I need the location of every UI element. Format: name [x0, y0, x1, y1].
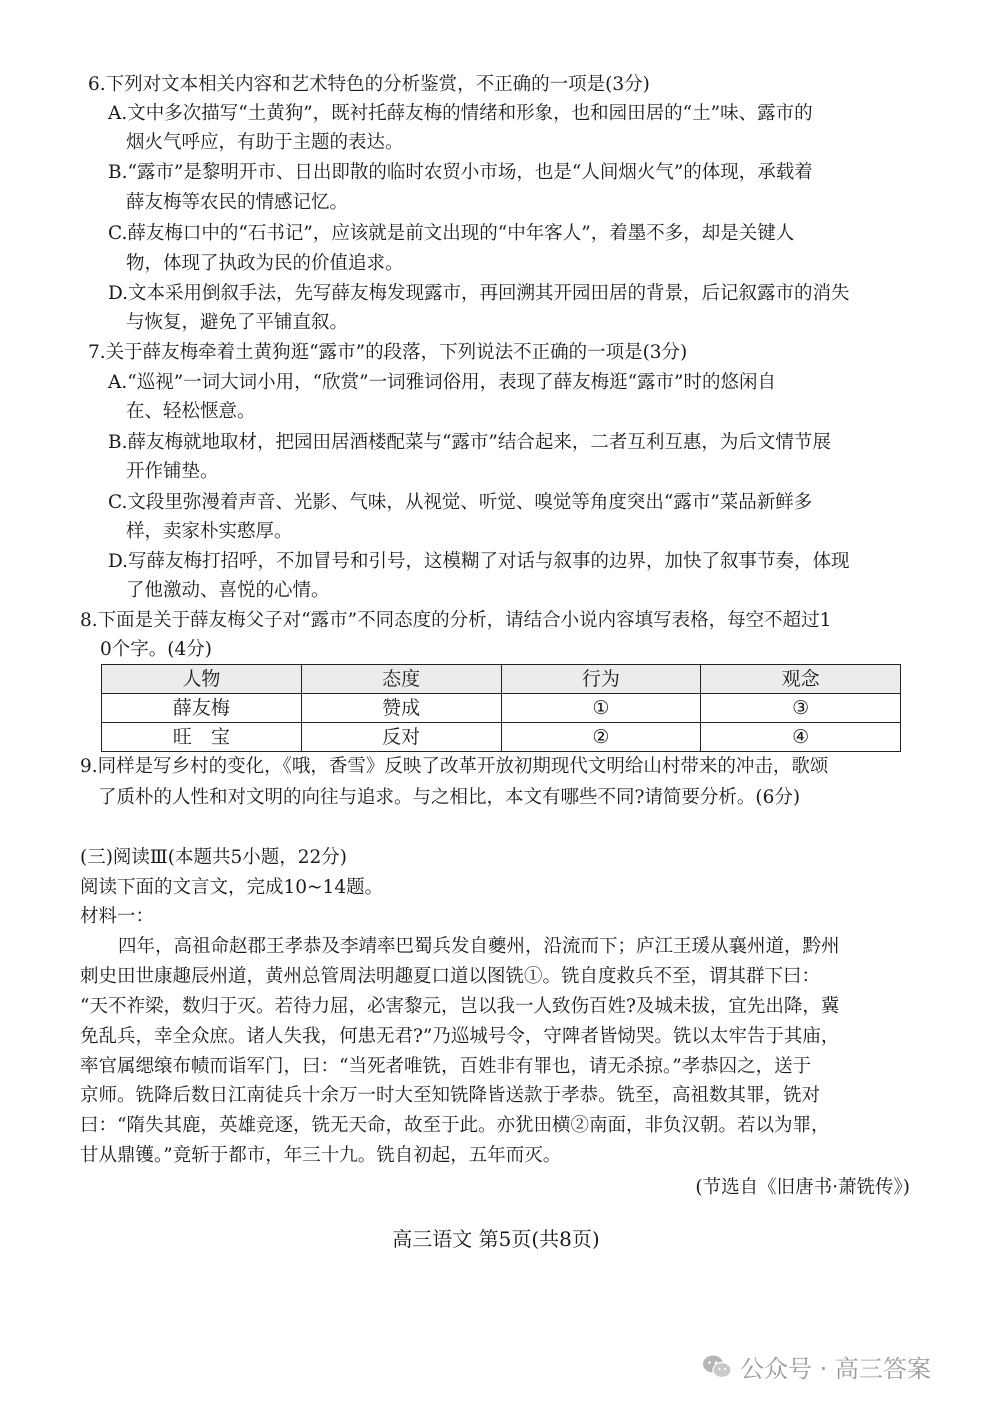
answer-blank: ④: [701, 723, 901, 752]
q7-option-a: A.“巡视”一词大词小用，“欣赏”一词雅词俗用，表现了薛友梅逛“露市”时的悠闲自: [108, 372, 776, 393]
q6-option-b-cont: 薛友梅等农民的情感记忆。: [126, 192, 349, 213]
passage-line: 率官属缌缞布帻而诣军门，曰：“当死者唯铣，百姓非有罪也，请无杀掠。”孝恭囚之，送于: [80, 1056, 812, 1077]
q8-stem: 8.下面是关于薛友梅父子对“露市”不同态度的分析，请结合小说内容填写表格，每空不超过1: [80, 610, 832, 631]
q7-option-c-cont: 样，卖家朴实憨厚。: [126, 521, 293, 542]
section-title: (三)阅读Ⅲ(本题共5小题，22分): [80, 847, 348, 868]
q7-option-b-cont: 开作铺垫。: [126, 461, 219, 482]
q6-stem: 6.下列对文本相关内容和艺术特色的分析鉴赏，不正确的一项是(3分): [88, 74, 650, 95]
q6-option-a: A.文中多次描写“土黄狗”，既衬托薛友梅的情绪和形象，也和园田居的“土”味、露市的: [108, 103, 813, 124]
answer-blank: ③: [701, 694, 901, 723]
passage-source: (节选自《旧唐书·萧铣传》): [695, 1177, 910, 1198]
table-cell: 反对: [301, 723, 501, 752]
q6-option-d: D.文本采用倒叙手法，先写薛友梅发现露市，再回溯其开园田居的背景，后记叙露市的消失: [108, 283, 850, 304]
q8-stem-cont: 0个字。(4分): [100, 639, 212, 660]
q6-option-c: C.薛友梅口中的“石书记”，应该就是前文出现的“中年客人”，着墨不多，却是关键人: [108, 223, 795, 244]
table-header-cell: 态度: [301, 665, 501, 694]
q7-option-d-cont: 了他激动、喜悦的心情。: [126, 580, 330, 601]
q6-option-c-cont: 物，体现了执政为民的价值追求。: [126, 253, 404, 274]
material-label: 材料一：: [80, 906, 155, 927]
table-header-cell: 人物: [102, 665, 302, 694]
q9-stem-cont: 了质朴的人性和对文明的向往与追求。与之相比，本文有哪些不同?请简要分析。(6分): [98, 787, 801, 808]
passage-line: 甘从鼎镬。”竟斩于都市，年三十九。铣自初起，五年而灭。: [80, 1145, 562, 1166]
q9-stem: 9.同样是写乡村的变化，《哦，香雪》反映了改革开放初期现代文明给山村带来的冲击，歌颂: [80, 756, 829, 777]
passage-line: 免乱兵，幸全众庶。诸人失我，何患无君?”乃巡城号令，守陴者皆恸哭。铣以太牢告于其庙，: [80, 1026, 840, 1047]
table-header-cell: 观念: [701, 665, 901, 694]
table-cell: 薛友梅: [102, 694, 302, 723]
q7-option-b: B.薛友梅就地取材，把园田居酒楼配菜与“露市”结合起来，二者互利互惠，为后文情节展: [108, 432, 831, 453]
table-header-row: [102, 665, 901, 694]
section-instruction: 阅读下面的文言文，完成10~14题。: [80, 877, 384, 898]
passage-line: 刺史田世康趣辰州道，黄州总管周法明趣夏口道以图铣①。铣自度救兵不至，谓其群下曰：: [80, 966, 821, 987]
table-row: [102, 694, 901, 723]
q7-stem: 7.关于薛友梅牵着土黄狗逛“露市”的段落，下列说法不正确的一项是(3分): [88, 342, 688, 363]
q6-option-a-cont: 烟火气呼应，有助于主题的表达。: [126, 132, 404, 153]
wechat-icon: [702, 1354, 732, 1380]
q6-option-d-cont: 与恢复，避免了平铺直叙。: [126, 312, 349, 333]
table-header-cell: 行为: [501, 665, 701, 694]
table-cell: 赞成: [301, 694, 501, 723]
q7-option-c: C.文段里弥漫着声音、光影、气味，从视觉、听觉、嗅觉等角度突出“露市”菜品新鲜多: [108, 492, 813, 513]
passage-line: 京师。铣降后数日江南徒兵十余万一时大至知铣降皆送款于孝恭。铣至，高祖数其罪，铣对: [80, 1085, 821, 1106]
passage-line: 曰：“隋失其鹿，英雄竞逐，铣无天命，故至于此。亦犹田横②南面，非负汉朝。若以为罪，: [80, 1115, 830, 1136]
answer-blank: ②: [501, 723, 701, 752]
passage-line: 四年，高祖命赵郡王孝恭及李靖率巴蜀兵发自夔州，沿流而下；庐江王瑗从襄州道，黔州: [118, 936, 840, 957]
q7-option-a-cont: 在、轻松惬意。: [126, 401, 256, 422]
answer-blank: ①: [501, 694, 701, 723]
answer-table: [101, 664, 901, 752]
q7-option-d: D.写薛友梅打招呼，不加冒号和引号，这模糊了对话与叙事的边界，加快了叙事节奏，体现: [108, 551, 850, 572]
watermark-text: 公众号 · 高三答案: [740, 1355, 931, 1383]
passage-line: “天不祚梁，数归于灭。若待力屈，必害黎元，岂以我一人致伤百姓?及城未拔，宜先出降，冀: [80, 996, 840, 1017]
table-row: [102, 723, 901, 752]
page-footer: 高三语文 第5页(共8页): [392, 1227, 600, 1251]
table-cell: 旺 宝: [102, 723, 302, 752]
q6-option-b: B.“露市”是黎明开市、日出即散的临时农贸小市场，也是“人间烟火气”的体现，承载着: [108, 162, 813, 183]
watermark: [702, 1349, 931, 1384]
